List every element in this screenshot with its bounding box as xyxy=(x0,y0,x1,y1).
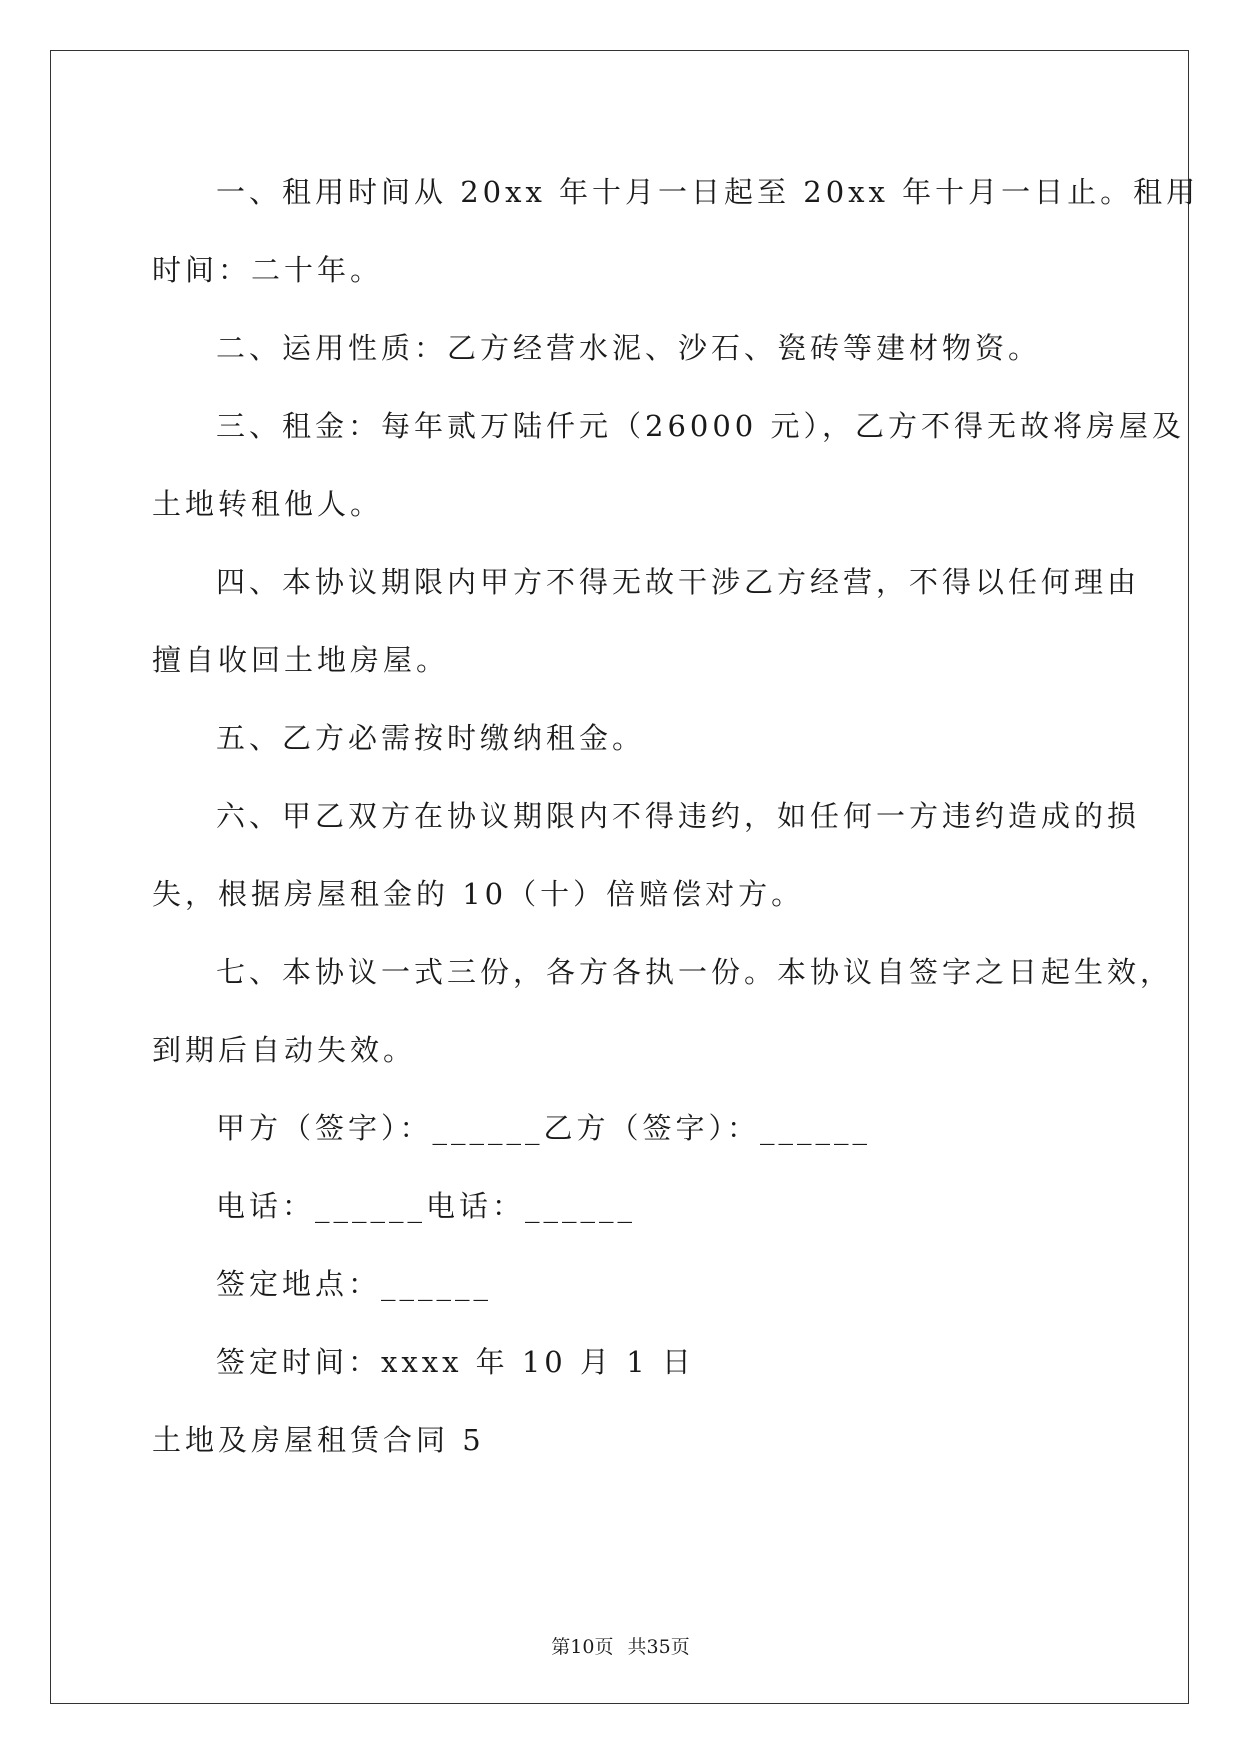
clause-6-line-2: 失，根据房屋租金的 10（十）倍赔偿对方。 xyxy=(152,877,805,911)
phone-line: 电话：______电话：______ xyxy=(216,1189,637,1223)
clause-4-line-1: 四、本协议期限内甲方不得无故干涉乙方经营，不得以任何理由 xyxy=(216,565,1141,599)
page-total: 共35页 xyxy=(627,1636,690,1658)
page-number: 第10页 xyxy=(551,1636,614,1658)
clause-1-line-2: 时间：二十年。 xyxy=(152,253,384,287)
signing-date-line: 签定时间：xxxx 年 10 月 1 日 xyxy=(216,1345,695,1379)
clause-6-line-1: 六、甲乙双方在协议期限内不得违约，如任何一方违约造成的损 xyxy=(216,799,1141,833)
clause-3-line-1: 三、租金：每年贰万陆仟元（26000 元），乙方不得无故将房屋及 xyxy=(216,409,1185,443)
clause-1-line-1: 一、租用时间从 20xx 年十月一日起至 20xx 年十月一日止。租用 xyxy=(216,175,1200,209)
signing-place-line: 签定地点：______ xyxy=(216,1267,493,1301)
clause-7-line-1: 七、本协议一式三份，各方各执一份。本协议自签字之日起生效， xyxy=(216,955,1174,989)
clause-5: 五、乙方必需按时缴纳租金。 xyxy=(216,721,646,755)
clause-3-line-2: 土地转租他人。 xyxy=(152,487,384,521)
next-section-heading: 土地及房屋租赁合同 5 xyxy=(152,1423,485,1457)
clause-2: 二、运用性质：乙方经营水泥、沙石、瓷砖等建材物资。 xyxy=(216,331,1042,365)
signature-line: 甲方（签字）：______乙方（签字）：______ xyxy=(216,1111,872,1145)
page-footer xyxy=(0,1632,1241,1659)
clause-7-line-2: 到期后自动失效。 xyxy=(152,1033,417,1067)
clause-4-line-2: 擅自收回土地房屋。 xyxy=(152,643,450,677)
